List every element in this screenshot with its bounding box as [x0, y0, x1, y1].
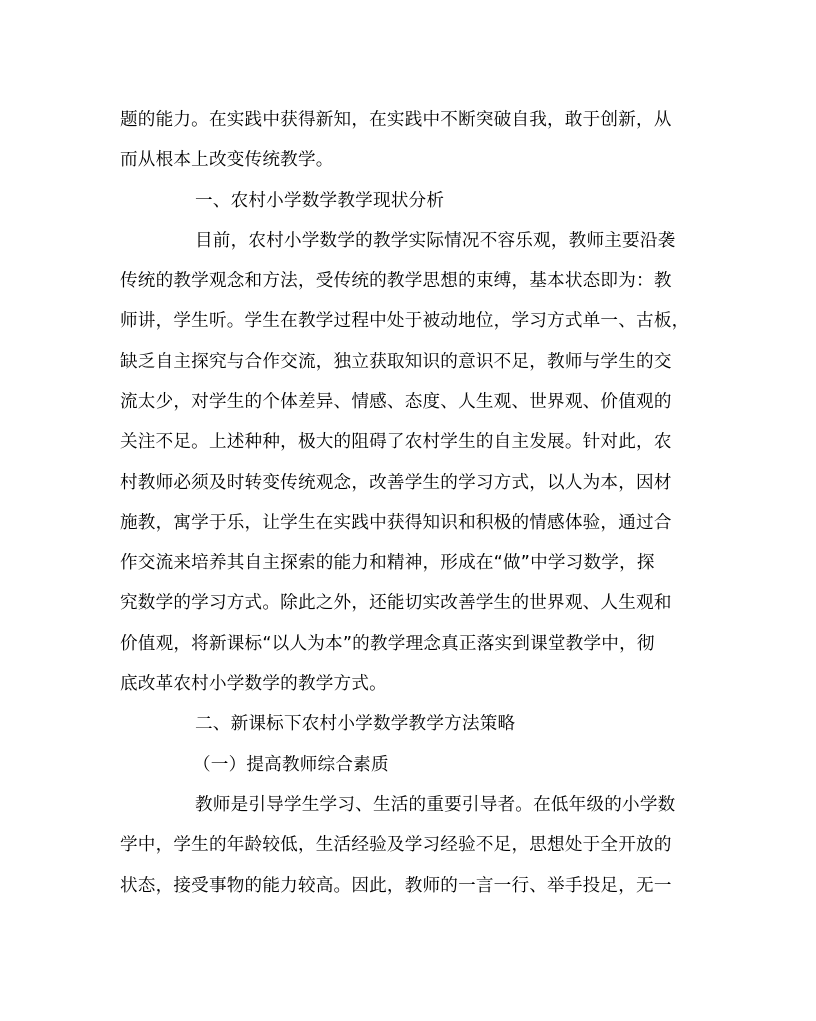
paragraph-line: 作交流来培养其自主探索的能力和精神，形成在“做”中学习数学，探: [120, 553, 655, 573]
paragraph-last-line: 底改革农村小学数学的教学方式。: [120, 674, 387, 694]
paragraph-line: 缺乏自主探究与合作交流，独立获取知识的意识不足，教师与学生的交: [120, 352, 672, 372]
paragraph-first-line: 教师是引导学生学习、生活的重要引导者。在低年级的小学数: [195, 795, 676, 815]
paragraph-line: 价值观，将新课标“以人为本”的教学理念真正落实到课堂教学中，彻: [120, 634, 655, 654]
paragraph-continuation-line: 题的能力。在实践中获得新知，在实践中不断突破自我，敢于创新，从: [120, 110, 672, 130]
paragraph-line: 流太少，对学生的个体差异、情感、态度、人生观、世界观、价值观的: [120, 392, 672, 412]
section-heading-2: 二、新课标下农村小学数学教学方法策略: [195, 714, 516, 734]
paragraph-line: 关注不足。上述种种，极大的阻碍了农村学生的自主发展。针对此，农: [120, 432, 672, 452]
paragraph-continuation-line: 而从根本上改变传统教学。: [120, 150, 334, 170]
paragraph-line: 村教师必须及时转变传统观念，改善学生的学习方式，以人为本，因材: [120, 473, 672, 493]
paragraph-first-line: 目前，农村小学数学的教学实际情况不容乐观，教师主要沿袭: [195, 231, 676, 251]
paragraph-line: 传统的教学观念和方法，受传统的教学思想的束缚，基本状态即为：教: [120, 271, 672, 291]
paragraph-line: 状态，接受事物的能力较高。因此，教师的一言一行、举手投足，无一: [120, 876, 672, 896]
paragraph-line: 究数学的学习方式。除此之外，还能切实改善学生的世界观、人生观和: [120, 593, 672, 613]
paragraph-line: 施教，寓学于乐，让学生在实践中获得知识和积极的情感体验，通过合: [120, 513, 672, 533]
paragraph-line: 师讲，学生听。学生在教学过程中处于被动地位，学习方式单一、古板，: [120, 311, 690, 331]
paragraph-line: 学中，学生的年龄较低，生活经验及学习经验不足，思想处于全开放的: [120, 835, 672, 855]
section-heading-1: 一、农村小学数学教学现状分析: [195, 191, 445, 211]
subsection-heading-1: （一）提高教师综合素质: [193, 755, 389, 775]
